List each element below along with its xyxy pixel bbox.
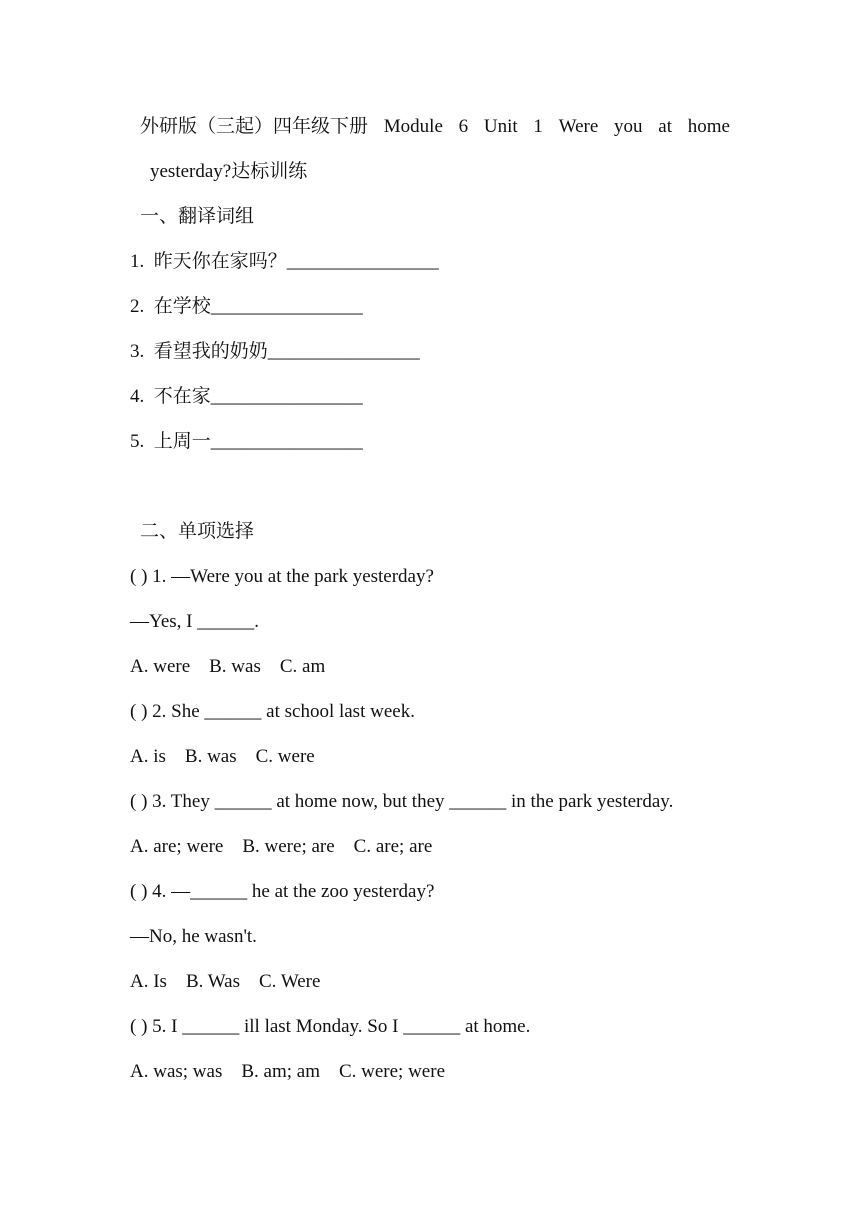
- question-1-response: —Yes, I ______.: [130, 611, 259, 632]
- question-2: ( ) 2. She ______ at school last week.: [130, 701, 415, 722]
- translation-item-3: 3. 看望我的奶奶________________: [130, 341, 420, 362]
- translation-item-5: 5. 上周一________________: [130, 431, 363, 452]
- title-word: at: [658, 116, 672, 137]
- question-4-options: A. Is B. Was C. Were: [130, 971, 321, 992]
- question-5: ( ) 5. I ______ ill last Monday. So I ______ at home.: [130, 1016, 531, 1037]
- title-word: you: [614, 116, 643, 137]
- question-1: ( ) 1. —Were you at the park yesterday?: [130, 566, 434, 587]
- question-3: ( ) 3. They ______ at home now, but they ______ in the park yesterday.: [130, 791, 674, 812]
- title-word: 6: [458, 116, 469, 137]
- question-5-options: A. was; was B. am; am C. were; were: [130, 1061, 446, 1082]
- translation-item-1: 1. 昨天你在家吗？________________: [130, 251, 439, 272]
- title-word: Unit: [483, 116, 518, 137]
- title-word: 外研版（三起）四年级下册: [140, 116, 369, 137]
- section1-heading: 一、翻译词组: [140, 206, 255, 227]
- translation-item-4: 4. 不在家________________: [130, 386, 363, 407]
- question-1-options: A. were B. was C. am: [130, 656, 326, 677]
- question-4: ( ) 4. —______ he at the zoo yesterday?: [130, 881, 435, 902]
- title-word: Were: [558, 116, 599, 137]
- translation-item-2: 2. 在学校________________: [130, 296, 363, 317]
- title-word: Module: [383, 116, 443, 137]
- section2-heading: 二、单项选择: [140, 521, 255, 542]
- question-4-response: —No, he wasn't.: [130, 926, 257, 947]
- title-word: home: [687, 116, 730, 137]
- title-word: 1: [533, 116, 543, 137]
- document-title-line1: [140, 114, 730, 140]
- question-2-options: A. is B. was C. were: [130, 746, 315, 767]
- question-3-options: A. are; were B. were; are C. are; are: [130, 836, 433, 857]
- document-title-line2: yesterday?达标训练: [150, 161, 308, 182]
